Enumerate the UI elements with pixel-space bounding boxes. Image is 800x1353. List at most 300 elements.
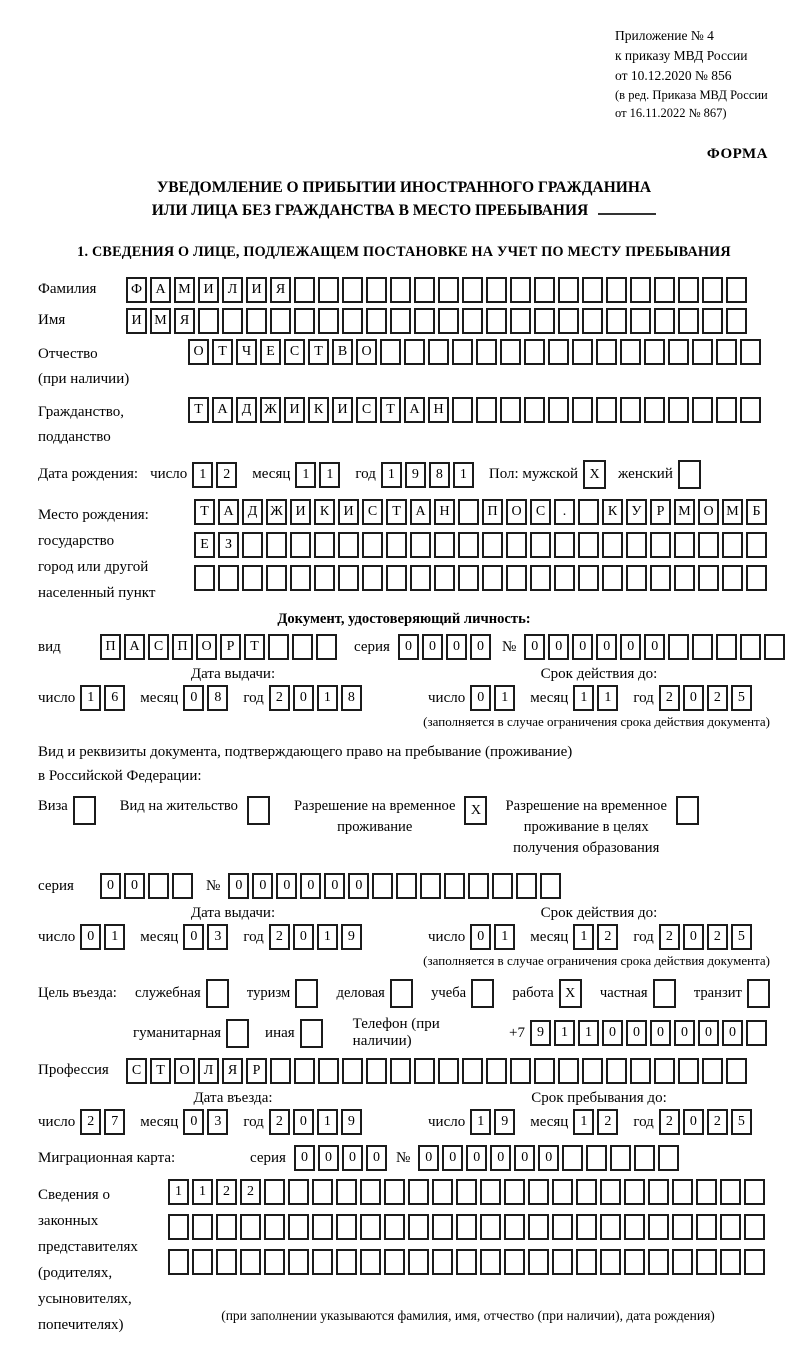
char-cell[interactable]: [414, 308, 435, 334]
char-cell[interactable]: 0: [650, 1020, 671, 1046]
char-cell[interactable]: О: [174, 1058, 195, 1084]
char-cell[interactable]: А: [404, 397, 425, 423]
char-cell[interactable]: [654, 277, 675, 303]
char-cell[interactable]: [726, 308, 747, 334]
char-cell[interactable]: 2: [269, 685, 290, 711]
char-cell[interactable]: [620, 397, 641, 423]
char-cell[interactable]: [562, 1145, 583, 1171]
char-cell[interactable]: [572, 339, 593, 365]
char-cell[interactable]: 5: [731, 1109, 752, 1135]
char-cell[interactable]: [438, 277, 459, 303]
char-cell[interactable]: [654, 308, 675, 334]
char-cell[interactable]: [432, 1179, 453, 1205]
char-cell[interactable]: 2: [659, 1109, 680, 1135]
char-cell[interactable]: [336, 1214, 357, 1240]
char-cell[interactable]: [586, 1145, 607, 1171]
char-cell[interactable]: 9: [405, 462, 426, 488]
char-cell[interactable]: [480, 1214, 501, 1240]
char-cell[interactable]: [747, 979, 770, 1008]
char-cell[interactable]: [396, 873, 417, 899]
phone-boxes[interactable]: [530, 1020, 770, 1046]
char-cell[interactable]: [468, 873, 489, 899]
char-cell[interactable]: Т: [194, 499, 215, 525]
char-cell[interactable]: [626, 532, 647, 558]
char-cell[interactable]: 2: [707, 1109, 728, 1135]
res-issue-year[interactable]: [269, 924, 365, 950]
char-cell[interactable]: [492, 873, 513, 899]
char-cell[interactable]: [576, 1249, 597, 1275]
char-cell[interactable]: У: [626, 499, 647, 525]
birth-year-boxes[interactable]: [381, 462, 477, 488]
res-number-boxes[interactable]: [228, 873, 564, 899]
char-cell[interactable]: [318, 277, 339, 303]
char-cell[interactable]: [462, 277, 483, 303]
char-cell[interactable]: И: [246, 277, 267, 303]
char-cell[interactable]: Я: [222, 1058, 243, 1084]
char-cell[interactable]: 9: [341, 924, 362, 950]
char-cell[interactable]: [242, 565, 263, 591]
char-cell[interactable]: [624, 1249, 645, 1275]
char-cell[interactable]: 3: [207, 1109, 228, 1135]
char-cell[interactable]: С: [148, 634, 169, 660]
char-cell[interactable]: [384, 1249, 405, 1275]
char-cell[interactable]: [366, 1058, 387, 1084]
char-cell[interactable]: 0: [698, 1020, 719, 1046]
char-cell[interactable]: А: [212, 397, 233, 423]
char-cell[interactable]: [552, 1214, 573, 1240]
char-cell[interactable]: Т: [212, 339, 233, 365]
char-cell[interactable]: [582, 277, 603, 303]
char-cell[interactable]: [172, 873, 193, 899]
char-cell[interactable]: [294, 277, 315, 303]
char-cell[interactable]: 5: [731, 924, 752, 950]
char-cell[interactable]: [438, 1058, 459, 1084]
char-cell[interactable]: 0: [293, 924, 314, 950]
firstname-boxes[interactable]: [126, 308, 750, 334]
char-cell[interactable]: [630, 308, 651, 334]
char-cell[interactable]: [390, 1058, 411, 1084]
char-cell[interactable]: [578, 532, 599, 558]
char-cell[interactable]: [458, 532, 479, 558]
char-cell[interactable]: О: [196, 634, 217, 660]
char-cell[interactable]: 0: [722, 1020, 743, 1046]
char-cell[interactable]: [650, 565, 671, 591]
char-cell[interactable]: [408, 1249, 429, 1275]
char-cell[interactable]: З: [218, 532, 239, 558]
char-cell[interactable]: [290, 532, 311, 558]
char-cell[interactable]: [432, 1249, 453, 1275]
char-cell[interactable]: Я: [270, 277, 291, 303]
char-cell[interactable]: [582, 1058, 603, 1084]
char-cell[interactable]: [596, 397, 617, 423]
char-cell[interactable]: 2: [269, 924, 290, 950]
char-cell[interactable]: [530, 565, 551, 591]
char-cell[interactable]: [720, 1249, 741, 1275]
char-cell[interactable]: 0: [524, 634, 545, 660]
char-cell[interactable]: [240, 1249, 261, 1275]
char-cell[interactable]: [408, 1214, 429, 1240]
char-cell[interactable]: 0: [683, 924, 704, 950]
char-cell[interactable]: [294, 1058, 315, 1084]
char-cell[interactable]: [290, 565, 311, 591]
char-cell[interactable]: [702, 308, 723, 334]
char-cell[interactable]: [480, 1179, 501, 1205]
char-cell[interactable]: [288, 1214, 309, 1240]
char-cell[interactable]: 1: [317, 924, 338, 950]
char-cell[interactable]: [362, 532, 383, 558]
char-cell[interactable]: [434, 565, 455, 591]
char-cell[interactable]: 1: [295, 462, 316, 488]
char-cell[interactable]: [384, 1214, 405, 1240]
char-cell[interactable]: А: [124, 634, 145, 660]
char-cell[interactable]: [390, 308, 411, 334]
char-cell[interactable]: [410, 565, 431, 591]
doc-series-boxes[interactable]: [398, 634, 494, 660]
char-cell[interactable]: [360, 1214, 381, 1240]
char-cell[interactable]: [486, 1058, 507, 1084]
char-cell[interactable]: Т: [386, 499, 407, 525]
char-cell[interactable]: 1: [104, 924, 125, 950]
char-cell[interactable]: Р: [650, 499, 671, 525]
char-cell[interactable]: 9: [341, 1109, 362, 1135]
char-cell[interactable]: [456, 1214, 477, 1240]
char-cell[interactable]: С: [530, 499, 551, 525]
char-cell[interactable]: [428, 339, 449, 365]
lastname-boxes[interactable]: [126, 277, 750, 303]
char-cell[interactable]: [678, 1058, 699, 1084]
char-cell[interactable]: [692, 397, 713, 423]
char-cell[interactable]: 2: [80, 1109, 101, 1135]
char-cell[interactable]: 1: [597, 685, 618, 711]
char-cell[interactable]: [300, 1019, 323, 1048]
char-cell[interactable]: 0: [548, 634, 569, 660]
char-cell[interactable]: [486, 308, 507, 334]
char-cell[interactable]: [648, 1214, 669, 1240]
char-cell[interactable]: [476, 339, 497, 365]
char-cell[interactable]: С: [284, 339, 305, 365]
migration-series-boxes[interactable]: [294, 1145, 390, 1171]
char-cell[interactable]: [73, 796, 96, 825]
char-cell[interactable]: 8: [341, 685, 362, 711]
char-cell[interactable]: А: [150, 277, 171, 303]
char-cell[interactable]: [552, 1179, 573, 1205]
char-cell[interactable]: [506, 565, 527, 591]
char-cell[interactable]: [480, 1249, 501, 1275]
char-cell[interactable]: [582, 308, 603, 334]
doc-issue-year[interactable]: [269, 685, 365, 711]
char-cell[interactable]: [471, 979, 494, 1008]
char-cell[interactable]: [360, 1179, 381, 1205]
char-cell[interactable]: [634, 1145, 655, 1171]
char-cell[interactable]: [372, 873, 393, 899]
char-cell[interactable]: [148, 873, 169, 899]
char-cell[interactable]: О: [698, 499, 719, 525]
char-cell[interactable]: 0: [293, 1109, 314, 1135]
birthplace-line3[interactable]: [194, 565, 770, 591]
char-cell[interactable]: 7: [104, 1109, 125, 1135]
other-purpose-checkbox[interactable]: [300, 1019, 323, 1048]
char-cell[interactable]: 1: [317, 1109, 338, 1135]
char-cell[interactable]: [366, 308, 387, 334]
char-cell[interactable]: [558, 308, 579, 334]
official-checkbox[interactable]: [206, 979, 229, 1008]
char-cell[interactable]: С: [356, 397, 377, 423]
entry-month[interactable]: [183, 1109, 231, 1135]
char-cell[interactable]: П: [100, 634, 121, 660]
char-cell[interactable]: [342, 1058, 363, 1084]
char-cell[interactable]: [548, 397, 569, 423]
char-cell[interactable]: [270, 1058, 291, 1084]
char-cell[interactable]: [698, 565, 719, 591]
char-cell[interactable]: [420, 873, 441, 899]
char-cell[interactable]: 3: [207, 924, 228, 950]
char-cell[interactable]: 0: [124, 873, 145, 899]
char-cell[interactable]: [318, 308, 339, 334]
char-cell[interactable]: [386, 532, 407, 558]
entry-year[interactable]: [269, 1109, 365, 1135]
char-cell[interactable]: [434, 532, 455, 558]
char-cell[interactable]: [702, 1058, 723, 1084]
char-cell[interactable]: [740, 634, 761, 660]
char-cell[interactable]: [648, 1249, 669, 1275]
char-cell[interactable]: 0: [418, 1145, 439, 1171]
char-cell[interactable]: [510, 277, 531, 303]
char-cell[interactable]: [410, 532, 431, 558]
char-cell[interactable]: 0: [422, 634, 443, 660]
char-cell[interactable]: 0: [348, 873, 369, 899]
char-cell[interactable]: Д: [236, 397, 257, 423]
char-cell[interactable]: 0: [626, 1020, 647, 1046]
char-cell[interactable]: А: [218, 499, 239, 525]
char-cell[interactable]: [648, 1179, 669, 1205]
char-cell[interactable]: [630, 1058, 651, 1084]
char-cell[interactable]: [414, 277, 435, 303]
res-expiry-year[interactable]: [659, 924, 755, 950]
char-cell[interactable]: [558, 277, 579, 303]
char-cell[interactable]: [438, 308, 459, 334]
char-cell[interactable]: 2: [707, 685, 728, 711]
char-cell[interactable]: 0: [470, 634, 491, 660]
char-cell[interactable]: 0: [674, 1020, 695, 1046]
char-cell[interactable]: 1: [573, 1109, 594, 1135]
profession-boxes[interactable]: [126, 1058, 750, 1084]
char-cell[interactable]: 9: [530, 1020, 551, 1046]
char-cell[interactable]: [458, 499, 479, 525]
doc-issue-month[interactable]: [183, 685, 231, 711]
char-cell[interactable]: [342, 277, 363, 303]
char-cell[interactable]: 1: [317, 685, 338, 711]
char-cell[interactable]: [476, 397, 497, 423]
char-cell[interactable]: [482, 532, 503, 558]
char-cell[interactable]: 0: [620, 634, 641, 660]
char-cell[interactable]: [726, 277, 747, 303]
char-cell[interactable]: [192, 1249, 213, 1275]
char-cell[interactable]: [692, 634, 713, 660]
res-expiry-day[interactable]: [470, 924, 518, 950]
char-cell[interactable]: П: [482, 499, 503, 525]
char-cell[interactable]: [650, 532, 671, 558]
char-cell[interactable]: Е: [194, 532, 215, 558]
char-cell[interactable]: Ж: [260, 397, 281, 423]
char-cell[interactable]: 1: [554, 1020, 575, 1046]
char-cell[interactable]: Ж: [266, 499, 287, 525]
guardians-line2[interactable]: [168, 1214, 768, 1240]
char-cell[interactable]: 0: [644, 634, 665, 660]
char-cell[interactable]: 0: [324, 873, 345, 899]
char-cell[interactable]: [247, 796, 270, 825]
char-cell[interactable]: [336, 1249, 357, 1275]
char-cell[interactable]: [554, 565, 575, 591]
char-cell[interactable]: [242, 532, 263, 558]
char-cell[interactable]: 0: [602, 1020, 623, 1046]
char-cell[interactable]: 8: [429, 462, 450, 488]
stay-day[interactable]: [470, 1109, 518, 1135]
char-cell[interactable]: [390, 277, 411, 303]
char-cell[interactable]: [534, 308, 555, 334]
doc-expiry-day[interactable]: [470, 685, 518, 711]
char-cell[interactable]: [168, 1214, 189, 1240]
char-cell[interactable]: [336, 1179, 357, 1205]
char-cell[interactable]: [576, 1214, 597, 1240]
char-cell[interactable]: 1: [494, 685, 515, 711]
char-cell[interactable]: [672, 1214, 693, 1240]
char-cell[interactable]: [528, 1214, 549, 1240]
char-cell[interactable]: [534, 1058, 555, 1084]
char-cell[interactable]: К: [314, 499, 335, 525]
char-cell[interactable]: [510, 1058, 531, 1084]
entry-day[interactable]: [80, 1109, 128, 1135]
char-cell[interactable]: 0: [446, 634, 467, 660]
char-cell[interactable]: Т: [244, 634, 265, 660]
char-cell[interactable]: 5: [731, 685, 752, 711]
char-cell[interactable]: [726, 1058, 747, 1084]
char-cell[interactable]: К: [308, 397, 329, 423]
temp-residence-checkbox[interactable]: [464, 796, 487, 825]
char-cell[interactable]: И: [338, 499, 359, 525]
char-cell[interactable]: [362, 565, 383, 591]
char-cell[interactable]: [338, 532, 359, 558]
char-cell[interactable]: [500, 339, 521, 365]
char-cell[interactable]: [314, 565, 335, 591]
char-cell[interactable]: 0: [366, 1145, 387, 1171]
char-cell[interactable]: [578, 565, 599, 591]
char-cell[interactable]: Т: [380, 397, 401, 423]
char-cell[interactable]: [678, 460, 701, 489]
char-cell[interactable]: 2: [216, 462, 237, 488]
char-cell[interactable]: [452, 397, 473, 423]
char-cell[interactable]: [264, 1179, 285, 1205]
char-cell[interactable]: 0: [300, 873, 321, 899]
char-cell[interactable]: [524, 397, 545, 423]
char-cell[interactable]: Ч: [236, 339, 257, 365]
char-cell[interactable]: М: [674, 499, 695, 525]
char-cell[interactable]: [288, 1249, 309, 1275]
char-cell[interactable]: [380, 339, 401, 365]
char-cell[interactable]: Л: [222, 277, 243, 303]
char-cell[interactable]: [240, 1214, 261, 1240]
char-cell[interactable]: [408, 1179, 429, 1205]
char-cell[interactable]: [744, 1179, 765, 1205]
char-cell[interactable]: [644, 339, 665, 365]
char-cell[interactable]: 1: [578, 1020, 599, 1046]
char-cell[interactable]: И: [126, 308, 147, 334]
birthplace-line1[interactable]: [194, 499, 770, 525]
char-cell[interactable]: 0: [596, 634, 617, 660]
char-cell[interactable]: [696, 1214, 717, 1240]
doc-expiry-month[interactable]: [573, 685, 621, 711]
char-cell[interactable]: [316, 634, 337, 660]
char-cell[interactable]: [744, 1214, 765, 1240]
char-cell[interactable]: [266, 532, 287, 558]
char-cell[interactable]: [552, 1249, 573, 1275]
char-cell[interactable]: [192, 1214, 213, 1240]
char-cell[interactable]: [312, 1179, 333, 1205]
doc-number-boxes[interactable]: [524, 634, 788, 660]
migration-number-boxes[interactable]: [418, 1145, 682, 1171]
char-cell[interactable]: [528, 1179, 549, 1205]
char-cell[interactable]: 0: [183, 1109, 204, 1135]
work-checkbox[interactable]: [559, 979, 582, 1008]
char-cell[interactable]: [744, 1249, 765, 1275]
char-cell[interactable]: [216, 1249, 237, 1275]
char-cell[interactable]: 1: [494, 924, 515, 950]
char-cell[interactable]: [462, 1058, 483, 1084]
char-cell[interactable]: [596, 339, 617, 365]
char-cell[interactable]: 0: [398, 634, 419, 660]
char-cell[interactable]: П: [172, 634, 193, 660]
char-cell[interactable]: Л: [198, 1058, 219, 1084]
char-cell[interactable]: И: [290, 499, 311, 525]
char-cell[interactable]: 2: [659, 924, 680, 950]
sex-male-checkbox[interactable]: [583, 460, 606, 489]
char-cell[interactable]: [222, 308, 243, 334]
char-cell[interactable]: [722, 532, 743, 558]
char-cell[interactable]: [528, 1249, 549, 1275]
char-cell[interactable]: [194, 565, 215, 591]
char-cell[interactable]: [452, 339, 473, 365]
char-cell[interactable]: [676, 796, 699, 825]
res-issue-month[interactable]: [183, 924, 231, 950]
char-cell[interactable]: 2: [240, 1179, 261, 1205]
temp-residence-education-checkbox[interactable]: [676, 796, 699, 825]
char-cell[interactable]: [404, 339, 425, 365]
birth-month-boxes[interactable]: [295, 462, 343, 488]
char-cell[interactable]: 1: [573, 685, 594, 711]
char-cell[interactable]: [572, 397, 593, 423]
char-cell[interactable]: [696, 1249, 717, 1275]
char-cell[interactable]: [746, 532, 767, 558]
char-cell[interactable]: [746, 565, 767, 591]
char-cell[interactable]: И: [198, 277, 219, 303]
char-cell[interactable]: [740, 397, 761, 423]
char-cell[interactable]: 1: [573, 924, 594, 950]
char-cell[interactable]: 9: [494, 1109, 515, 1135]
char-cell[interactable]: [462, 308, 483, 334]
char-cell[interactable]: [668, 397, 689, 423]
char-cell[interactable]: [716, 397, 737, 423]
char-cell[interactable]: 0: [100, 873, 121, 899]
char-cell[interactable]: [576, 1179, 597, 1205]
char-cell[interactable]: 2: [597, 924, 618, 950]
char-cell[interactable]: [386, 565, 407, 591]
char-cell[interactable]: [360, 1249, 381, 1275]
char-cell[interactable]: [702, 277, 723, 303]
char-cell[interactable]: [264, 1249, 285, 1275]
char-cell[interactable]: Т: [308, 339, 329, 365]
char-cell[interactable]: 1: [381, 462, 402, 488]
char-cell[interactable]: Н: [428, 397, 449, 423]
residence-permit-checkbox[interactable]: [247, 796, 270, 825]
